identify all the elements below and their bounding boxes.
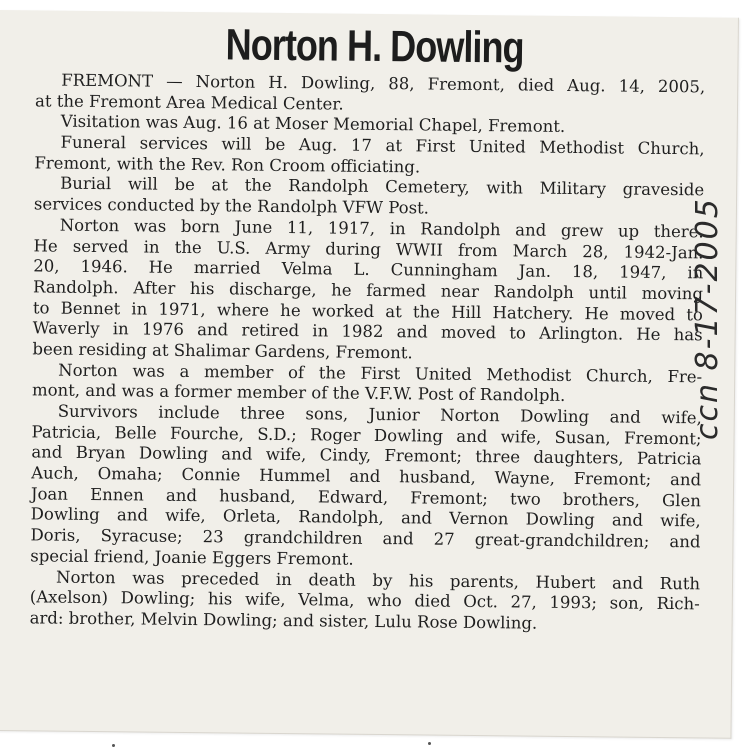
scan-speck	[112, 744, 115, 747]
obituary-line: mont, and was a former member of the V.F.W. Post of Randolph.	[31, 380, 566, 406]
obituary-line: Auch, Omaha; Connie Hummel and husband, Wayne, Fremont; and	[31, 463, 702, 490]
obituary-line: Funeral services will be Aug. 17 at First United Methodist Church,	[60, 132, 705, 159]
obituary-headline: Norton H. Dowling	[225, 20, 524, 73]
obituary-line: been residing at Shalimar Gardens, Fremont.	[32, 339, 413, 363]
obituary-line: He served in the U.S. Army during WWII from March 28, 1942-Jan.	[33, 235, 704, 262]
obituary-line: Doris, Syracuse; 23 grandchildren and 27 great-grandchildren; and	[30, 525, 701, 552]
obituary-line: Patricia, Belle Fourche, S.D.; Roger Dowling and wife, Susan, Fremont;	[31, 422, 702, 449]
obituary-line: (Axelson) Dowling; his wife, Velma, who died Oct. 27, 1993; son, Rich-	[29, 587, 700, 614]
newspaper-clipping	[0, 10, 739, 739]
obituary-line: Visitation was Aug. 16 at Moser Memorial Chapel, Fremont.	[60, 112, 566, 137]
obituary-line: Survivors include three sons, Junior Norton Dowling and wife,	[57, 401, 702, 428]
obituary-body	[30, 70, 706, 636]
obituary-line: and Bryan Dowling and wife, Cindy, Fremont; three daughters, Patricia	[31, 442, 702, 469]
scan-speck	[428, 742, 431, 745]
obituary-line: to Bennet in 1971, where he worked at the Hill Hatchery. He moved to	[32, 297, 703, 324]
obituary-line: 20, 1946. He married Velma L. Cunningham Jan. 18, 1947, in	[33, 256, 704, 283]
obituary-line: Joan Ennen and husband, Edward, Fremont; two brothers, Glen	[30, 484, 702, 511]
obituary-line: ard: brother, Melvin Dowling; and sister, Lulu Rose Dowling.	[29, 608, 538, 633]
obituary-line: Waverly in 1976 and retired in 1982 and moved to Arlington. He has	[32, 318, 703, 345]
obituary-line: special friend, Joanie Eggers Fremont.	[30, 546, 354, 569]
obituary-line: Burial will be at the Randolph Cemetery, with Military graveside	[60, 174, 705, 200]
obituary-line: Dowling and wife, Orleta, Randolph, and Vernon Dowling and wife,	[30, 504, 701, 531]
handwritten-date-annotation	[690, 380, 750, 440]
obituary-line: Randolph. After his discharge, he farmed near Randolph until moving	[33, 277, 704, 304]
obituary-line: Norton was a member of the First United Methodist Church, Fre-	[58, 360, 703, 386]
obituary-line: Fremont, with the Rev. Ron Croom officiating.	[34, 153, 421, 177]
obituary-line: Norton was born June 11, 1917, in Randolph and grew up there.	[59, 215, 704, 242]
obituary-line: FREMONT — Norton H. Dowling, 88, Fremont, died Aug. 14, 2005,	[61, 70, 706, 97]
obituary-line: at the Fremont Area Medical Center.	[34, 91, 344, 114]
obituary-line: services conducted by the Randolph VFW Post.	[33, 194, 430, 218]
obituary-line: Norton was preceded in death by his parents, Hubert and Ruth	[55, 567, 701, 593]
